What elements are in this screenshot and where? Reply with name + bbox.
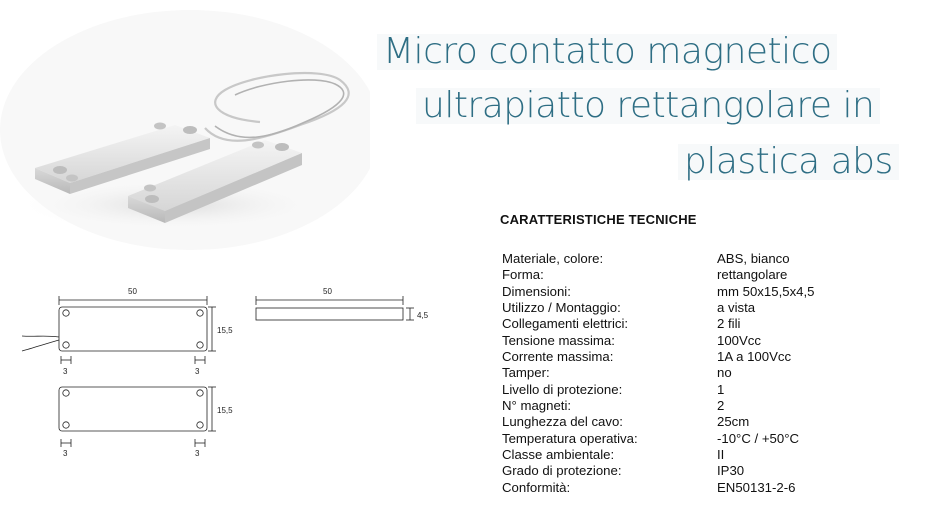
spec-value: ABS, bianco [717,251,790,266]
dim-top-height: 15,5 [217,326,233,335]
spec-value: 2 fili [717,316,741,332]
spec-value: 2 [717,398,725,414]
spec-label: Temperatura operativa: [502,430,638,446]
dim-bottom-height: 15,5 [217,406,233,415]
side-view-outline [256,308,403,320]
title-line-1: Micro contatto magnetico [377,34,837,70]
top-view-outline [59,307,207,351]
spec-label: Classe ambientale: [502,447,615,463]
specs-heading: CARATTERISTICHE TECNICHE [500,212,697,227]
dim-side-length: 50 [323,287,332,296]
technical-drawing [0,280,460,465]
spec-label: Livello di protezione: [502,381,623,397]
title-line-2: ultrapiatto rettangolare in [416,88,880,124]
spec-label: Lunghezza del cavo: [502,414,623,430]
spec-value: a vista [717,300,756,316]
spec-label: Utilizzo / Montaggio: [502,300,621,316]
spec-label: N° magneti: [502,398,572,414]
spec-label: Dimensioni: [502,283,571,299]
spec-value: rettangolare [717,267,788,283]
bottom-view-outline [59,387,207,431]
title-line-3: plastica abs [678,144,899,180]
spec-value: 25cm [717,414,750,430]
product-photo [0,0,370,250]
spec-label: Collegamenti elettrici: [502,316,629,332]
spec-value: 100Vcc [717,332,761,348]
spec-label: Tamper: [502,365,550,381]
spec-label: Tensione massima: [502,332,615,348]
dim-bottom-hole-right: 3 [195,449,200,458]
dim-top-hole-right: 3 [195,367,200,376]
spec-value: II [717,447,725,463]
spec-label: Grado di protezione: [502,463,622,479]
spec-value: mm 50x15,5x4,5 [717,283,815,299]
dim-side-thickness: 4,5 [417,311,429,320]
spec-value: no [717,365,732,381]
spec-label: Forma: [502,267,544,283]
spec-value: EN50131-2-6 [717,479,796,495]
spec-label: Materiale, colore: [502,251,604,266]
spec-label: Conformità: [502,479,571,495]
spec-value: 1A a 100Vcc [717,349,792,365]
spec-label: Corrente massima: [502,349,614,365]
spec-value: -10°C / +50°C [717,430,800,446]
spec-value: 1 [717,381,725,397]
spec-value: IP30 [717,463,745,479]
dim-bottom-hole-left: 3 [63,449,68,458]
dim-top-length: 50 [128,287,137,296]
dim-top-hole-left: 3 [63,367,68,376]
